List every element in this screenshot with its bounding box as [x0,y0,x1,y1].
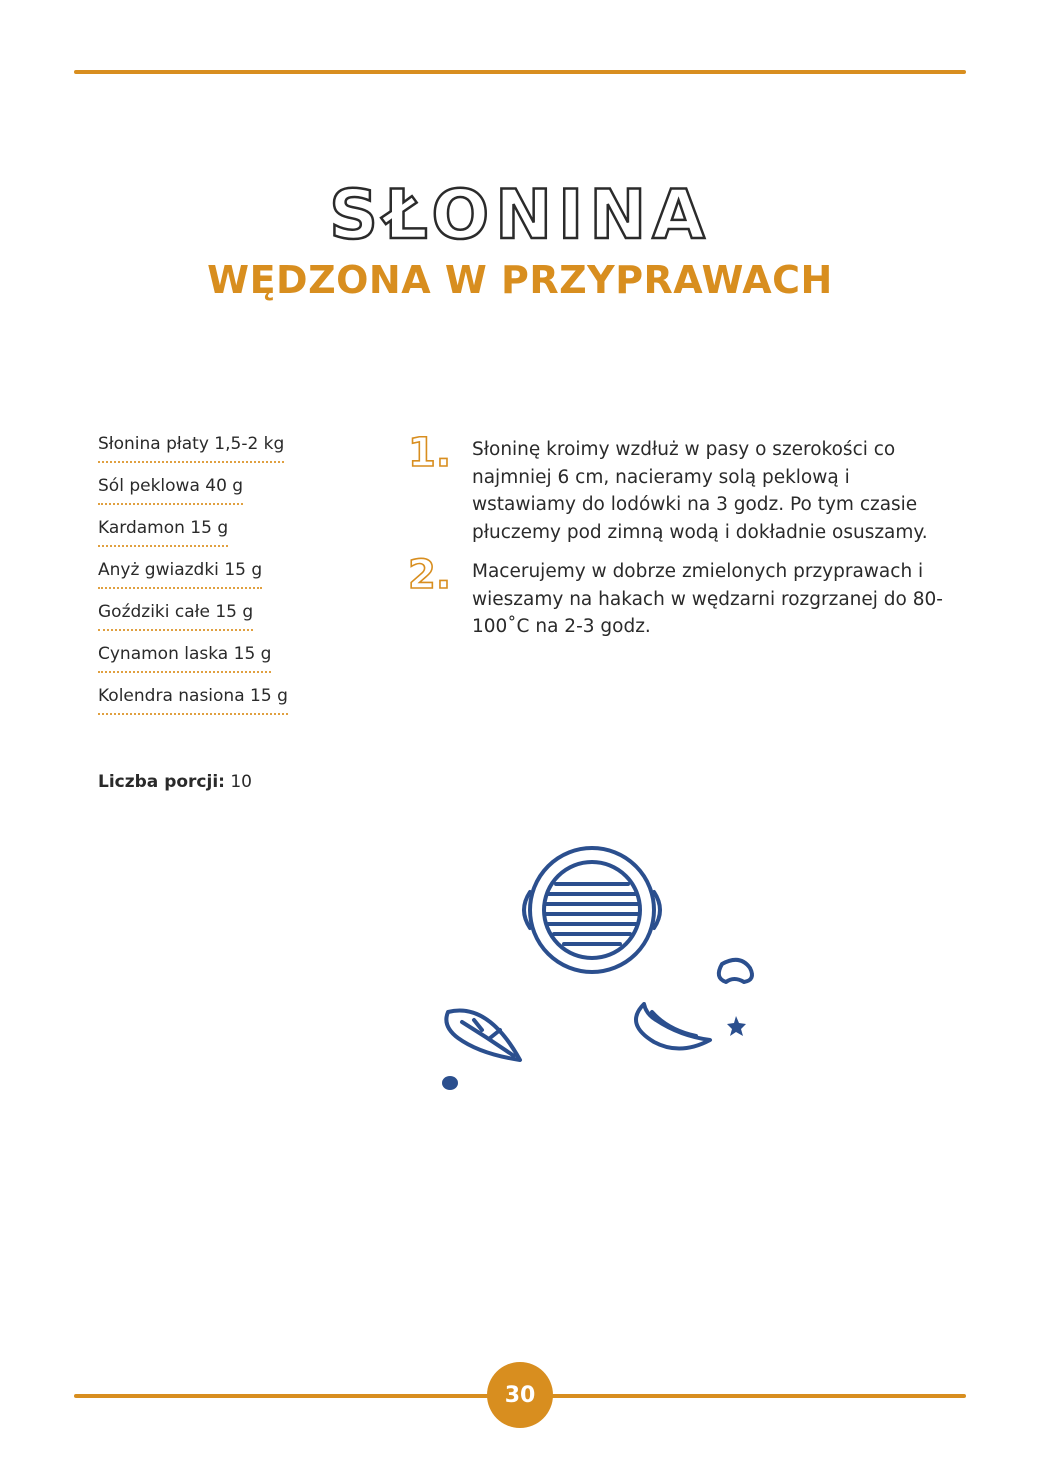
peppercorn-icon [442,1076,458,1090]
step-number: 1. [408,430,452,476]
cooking-illustration [430,840,770,1100]
step-text: Słoninę kroimy wzdłuż w pasy o szerokości co najmniej 6 cm, nacieramy solą peklową i wstawiamy do lodówki na 3 godz. Po tym czasie płuczemy pod zimną wodą i dokładnie osuszamy. [472,439,928,543]
garlic-clove-icon [636,1004,710,1049]
step-text: Macerujemy w dobrze zmielonych przyprawach i wieszamy na hakach w wędzarni rozgrzanej do 80-100˚C na 2-3 godz. [472,561,943,637]
page-number-badge [487,1362,553,1428]
bean-icon [719,960,752,982]
star-anise-icon [727,1016,746,1036]
portions [98,772,252,792]
portions-label: Liczba porcji: [98,772,225,792]
page-number: 30 [504,1382,536,1408]
leaf-icon [446,1011,520,1060]
ingredient-item: Anyż gwiazdki 15 g [98,560,262,589]
recipe-title: SŁONINA [329,176,711,255]
ingredient-item: Cynamon laska 15 g [98,644,271,673]
ingredient-item: Słonina płaty 1,5-2 kg [98,434,284,463]
ingredient-item: Kardamon 15 g [98,518,228,547]
recipe-subtitle: WĘDZONA W PRZYPRAWACH [207,258,833,302]
ingredient-item: Kolendra nasiona 15 g [98,686,288,715]
top-divider [74,70,966,74]
ingredients-list [98,434,328,728]
portions-value: 10 [230,772,252,792]
grill-pan-icon [524,848,660,972]
ingredient-item: Goździki całe 15 g [98,602,253,631]
step-number: 2. [408,552,452,598]
ingredient-item: Sól peklowa 40 g [98,476,243,505]
